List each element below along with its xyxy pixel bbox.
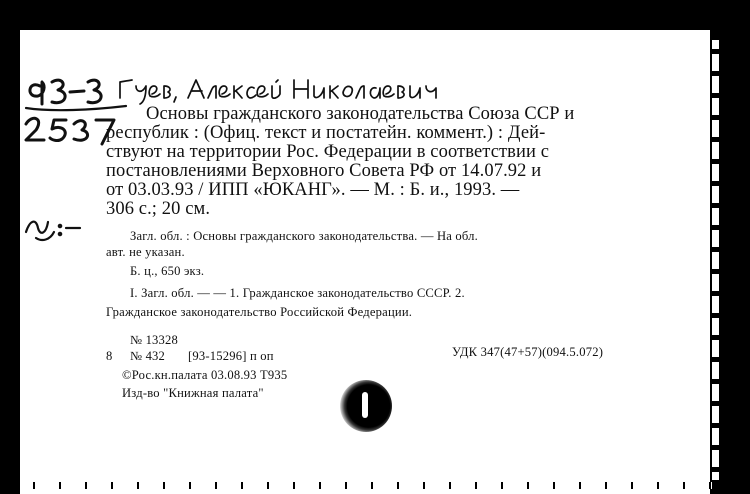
note-author: авт. не указан. [106, 245, 185, 259]
entry-line-1: Основы гражданского законодательства Союза ССР и [146, 104, 575, 124]
copyright-line: ©Рос.кн.палата 03.08.93 Т935 [122, 368, 288, 382]
publisher-line: Изд-во "Книжная палата" [122, 386, 264, 400]
entry-line-5: от 03.03.93 / ИПП «ЮКАНГ». — М. : Б. и., 1993. — [106, 180, 520, 200]
entry-line-6: 306 с.; 20 см. [106, 199, 211, 219]
copy-count: 8 [106, 349, 113, 363]
heading-line-2: Гражданское законодательство Российской Федерации. [106, 305, 413, 319]
entry-line-2: республик : (Офиц. текст и постатейн. коммент.) : Дей- [106, 123, 546, 143]
entry-line-3: ствуют на территории Рос. Федерации в соответствии с [106, 142, 550, 162]
handwritten-margin-note [22, 208, 82, 248]
note-cover-title: Загл. обл. : Основы гражданского законодательства. — На обл. [130, 229, 479, 243]
ink-blot-highlight [362, 392, 368, 418]
order-code: [93-15296] п оп [188, 349, 274, 363]
scan-border-top [0, 0, 750, 30]
record-number-2: № 432 [130, 349, 166, 363]
udk-code: УДК 347(47+57)(094.5.072) [452, 345, 604, 359]
note-price-copies: Б. ц., 650 экз. [130, 264, 205, 278]
entry-line-4: постановлениями Верховного Совета РФ от 14.07.92 и [106, 161, 542, 181]
scan-border-strip [712, 40, 719, 480]
record-number: № 13328 [130, 333, 179, 347]
scan-border-strip-bottom [22, 482, 712, 489]
heading-line-1: I. Загл. обл. — — 1. Гражданское законодательство СССР. 2. [130, 286, 465, 300]
